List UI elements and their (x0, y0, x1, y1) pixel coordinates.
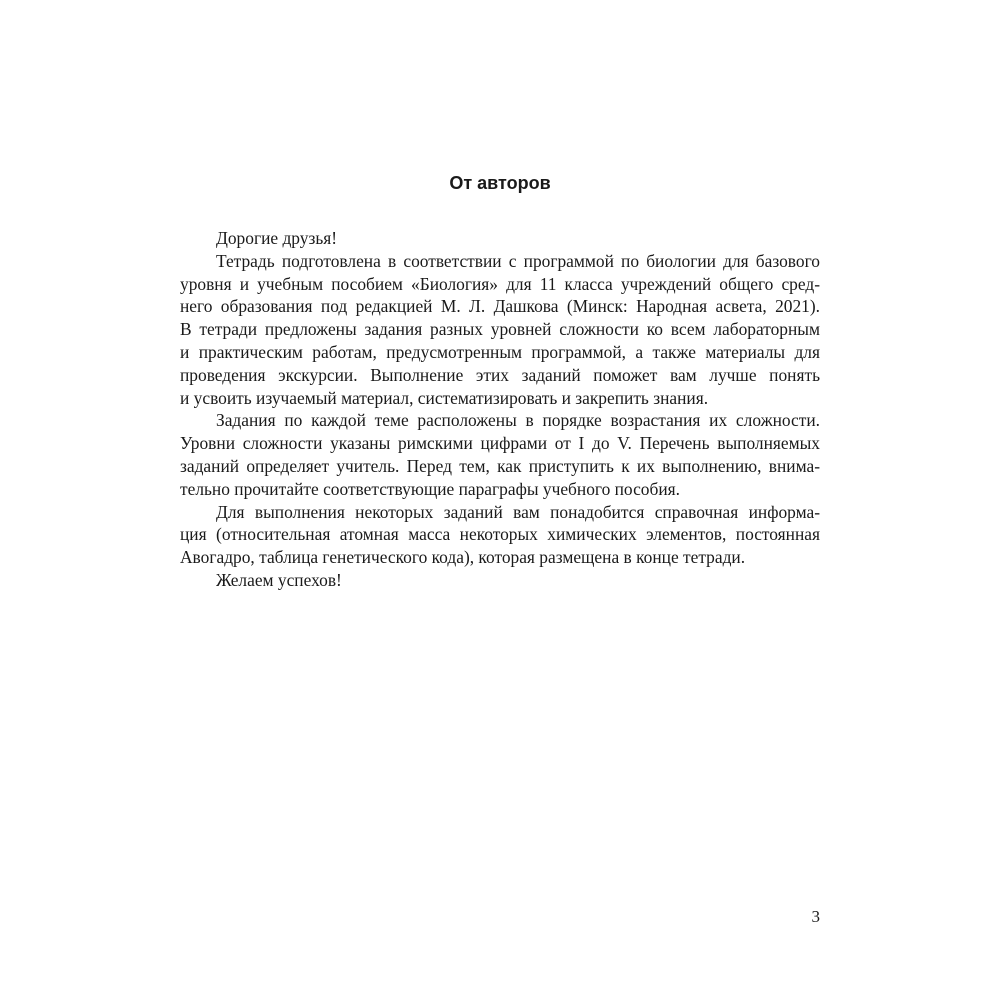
paragraph-line: уровня и учебным пособием «Биология» для 11 класса учреждений общего сред- (180, 273, 820, 294)
paragraph-greeting (180, 227, 820, 250)
paragraph-difficulty (180, 409, 820, 500)
paragraph-line: и практическим работам, предусмотренным программой, а также материалы для (180, 341, 820, 362)
page-number: 3 (811, 907, 820, 926)
paragraph-line: Дорогие друзья! (216, 228, 338, 248)
paragraph-line: него образования под редакцией М. Л. Дашкова (Минск: Народная асвета, 2021). (180, 296, 820, 317)
paragraph-intro (180, 250, 820, 410)
paragraph-line: Авогадро, таблица генетического кода), которая размещена в конце тетради. (180, 547, 746, 568)
paragraph-line: Уровни сложности указаны римскими цифрами от I до V. Перечень выполняемых (180, 433, 820, 454)
paragraph-line: Тетрадь подготовлена в соответствии с программой по биологии для базового (216, 250, 820, 271)
paragraph-line: заданий определяет учитель. Перед тем, как приступить к их выполнению, внима- (180, 455, 820, 476)
paragraph-line: тельно прочитайте соответствующие параграфы учебного пособия. (180, 478, 680, 499)
paragraph-line: и усвоить изучаемый материал, систематизировать и закрепить знания. (180, 387, 709, 408)
paragraph-line: ция (относительная атомная масса некоторых химических элементов, постоянная (180, 524, 820, 545)
body-text (180, 227, 820, 592)
paragraph-line: проведения экскурсии. Выполнение этих заданий поможет вам лучше понять (180, 364, 820, 385)
paragraph-reference (180, 501, 820, 569)
paragraph-line: Желаем успехов! (216, 569, 342, 590)
paragraph-closing (180, 569, 820, 592)
paragraph-line: Задания по каждой теме расположены в порядке возрастания их сложности. (216, 410, 820, 431)
page-title: От авторов (449, 173, 551, 193)
paragraph-line: В тетради предложены задания разных уровней сложности ко всем лабораторным (180, 319, 820, 340)
paragraph-line: Для выполнения некоторых заданий вам понадобится справочная информа- (216, 501, 820, 522)
